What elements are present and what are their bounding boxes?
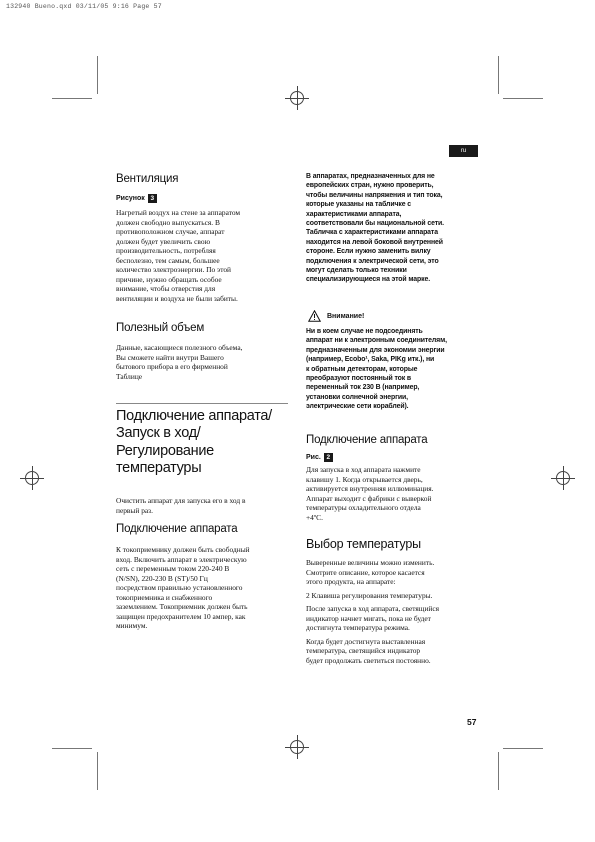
text-line: вентиляции и воздуха не были забиты. [116, 293, 238, 303]
connection-heading: Подключение аппарата [306, 434, 428, 446]
temperature-text [306, 558, 486, 665]
registration-mark-icon [25, 471, 39, 485]
text-line: температуры охладительного отдела [306, 503, 421, 512]
text-line: клавишу 1. Когда открывается дверь, [306, 474, 423, 484]
text-line: внимание, чтобы отверстия для [116, 284, 216, 293]
crop-mark-top-right-v [498, 56, 499, 94]
text-line: переменный ток 230 В (например, [306, 384, 420, 392]
text-line: аппарат ни к электронным соединителям, [306, 337, 447, 345]
print-slug: 132940 Bueno.qxd 03/11/05 9:16 Page 57 [6, 3, 162, 10]
section-divider [116, 403, 288, 404]
text-line: подключения к электрической сети, это [306, 257, 439, 265]
text-line: количество электроэнергии. По этой [116, 265, 232, 274]
connection-text [116, 545, 296, 631]
warning-label: Внимание! [327, 312, 365, 320]
text-line: заземлением. Токоприемник должен быть [116, 602, 248, 611]
registration-mark-icon [290, 91, 304, 105]
figure-label: Рис. [306, 454, 321, 461]
useful-volume-text [116, 343, 296, 381]
text-line: индикатор начнет мигать, пока не будет [306, 613, 431, 623]
text-line: предназначенным для экономии энергии [306, 346, 445, 354]
crop-mark-top-left-v [97, 56, 98, 94]
ventilation-figure-ref [116, 194, 288, 203]
text-line: бытового прибора в его фирменной [116, 362, 228, 371]
text-line: токоприемника и снабженного [116, 592, 213, 602]
crop-mark-bottom-left-v [97, 752, 98, 790]
useful-volume-heading: Полезный объем [116, 322, 205, 334]
text-line: +4ºC. [306, 512, 323, 522]
text-line: будет продолжать светиться постоянно. [306, 655, 431, 665]
language-tab: ru [449, 145, 478, 157]
text-line: специализирующиеся на этой марке. [306, 276, 431, 284]
text-line: Для запуска в ход аппарата нажмите [306, 465, 421, 474]
text-line: Выверенные величины можно изменить. [306, 558, 435, 567]
temperature-heading: Выбор температуры [306, 537, 421, 551]
text-line: В аппаратах, предназначенных для не [306, 173, 435, 180]
text-line: 2 Клавиша регулирования температуры. [306, 590, 433, 600]
figure-number: 3 [148, 194, 157, 203]
registration-mark-icon [290, 740, 304, 754]
text-line: посредством правильно установленного [116, 583, 243, 592]
text-line: производительность, потребляя [116, 246, 216, 255]
crop-mark-bottom-right-v [498, 752, 499, 790]
crop-mark-top-left-h [52, 98, 92, 99]
text-line: Аппарат выходит с фабрики с выверкой [306, 493, 432, 503]
figure-number: 2 [324, 453, 333, 462]
text-line: причине, нужно обращать особое [116, 274, 222, 284]
text-line: должен будет увеличить свою [116, 236, 211, 246]
text-line: Смотрите описание, которое касается [306, 567, 425, 577]
page-number: 57 [467, 717, 477, 727]
section-title-line: температуры [116, 460, 202, 477]
text-line: К токоприемнику должен быть свободный [116, 545, 250, 554]
crop-mark-bottom-right-h [503, 748, 543, 749]
registration-mark-icon [556, 471, 570, 485]
text-line: (N/SN), 220-230 В (ST)/50 Гц [116, 573, 208, 583]
section-title-line: Регулирование [116, 442, 214, 459]
text-line: соответствовали бы национальной сети. [306, 220, 444, 228]
warning-text [306, 327, 486, 412]
section-title [116, 408, 306, 478]
text-line: Очистить аппарат для запуска его в ход в [116, 496, 246, 505]
text-line: После запуска в ход аппарата, светящийся [306, 604, 440, 613]
text-line: активируется внутренняя иллюминация. [306, 484, 434, 493]
text-line: к обратным детекторам, которые [306, 365, 418, 373]
section-title-line: Подключение аппарата/ [116, 408, 272, 424]
connection-figure-ref [306, 453, 478, 462]
text-line: стороне. Если нужно заменить вилку [306, 248, 431, 256]
text-line: противоположном случае, аппарат [116, 227, 225, 236]
warning-triangle-icon [308, 310, 321, 322]
connection-heading: Подключение аппарата [116, 523, 238, 535]
voltage-text [306, 172, 486, 285]
text-line: Нагретый воздух на стене за аппаратом [116, 208, 241, 217]
text-line: сеть с переменным током 220-240 В [116, 564, 230, 573]
text-line: чтобы величины напряжения и тип тока, [306, 191, 443, 199]
text-line: могут сделать только техники [306, 267, 407, 275]
text-line: преобразуют постоянный ток в [306, 375, 412, 383]
warning-header [308, 310, 364, 322]
clean-text [116, 496, 296, 515]
crop-mark-top-right-h [503, 98, 543, 99]
text-line: Данные, касающиеся полезного объема, [116, 343, 243, 352]
connection-text [306, 465, 486, 522]
text-line: Когда будет достигнута выставленная [306, 636, 426, 646]
ventilation-text [116, 208, 296, 303]
text-line: Таблице [116, 371, 143, 381]
text-line: температура, светящийся индикатор [306, 646, 421, 655]
crop-mark-bottom-left-h [52, 748, 92, 749]
text-line: которые указаны на табличке с [306, 201, 411, 209]
figure-label: Рисунок [116, 195, 145, 202]
text-line: этого продукта, на аппарате: [306, 577, 396, 586]
text-line: достигнута температура режима. [306, 623, 410, 632]
text-line: европейских стран, нужно проверить, [306, 182, 434, 190]
text-line: характеристиками аппарата, [306, 210, 402, 218]
section-title-line: Запуск в ход/ [116, 425, 201, 442]
text-line: должен свободно выпускаться. В [116, 217, 220, 227]
text-line: первый раз. [116, 505, 153, 515]
ventilation-heading: Вентиляция [116, 173, 179, 185]
text-line: Табличка с характеристиками аппарата [306, 229, 438, 237]
text-line: установки солнечной энергии, [306, 393, 408, 401]
text-line: находится на левой боковой внутренней [306, 238, 443, 246]
text-line: (например, Ecobo¹, Saka, PIKg итк.), ни [306, 356, 435, 364]
text-line: электрические сети кораблей). [306, 403, 409, 411]
text-line: бесполезно, тем самым, большее [116, 255, 220, 265]
text-line: Вы сможете найти внутри Вашего [116, 352, 224, 362]
text-line: защищен предохранителем 10 ампер, как [116, 611, 246, 621]
text-line: Ни в коем случае не подсоединять [306, 328, 423, 335]
text-line: минимум. [116, 621, 148, 630]
text-line: вход. Включить аппарат в электрическую [116, 554, 247, 564]
